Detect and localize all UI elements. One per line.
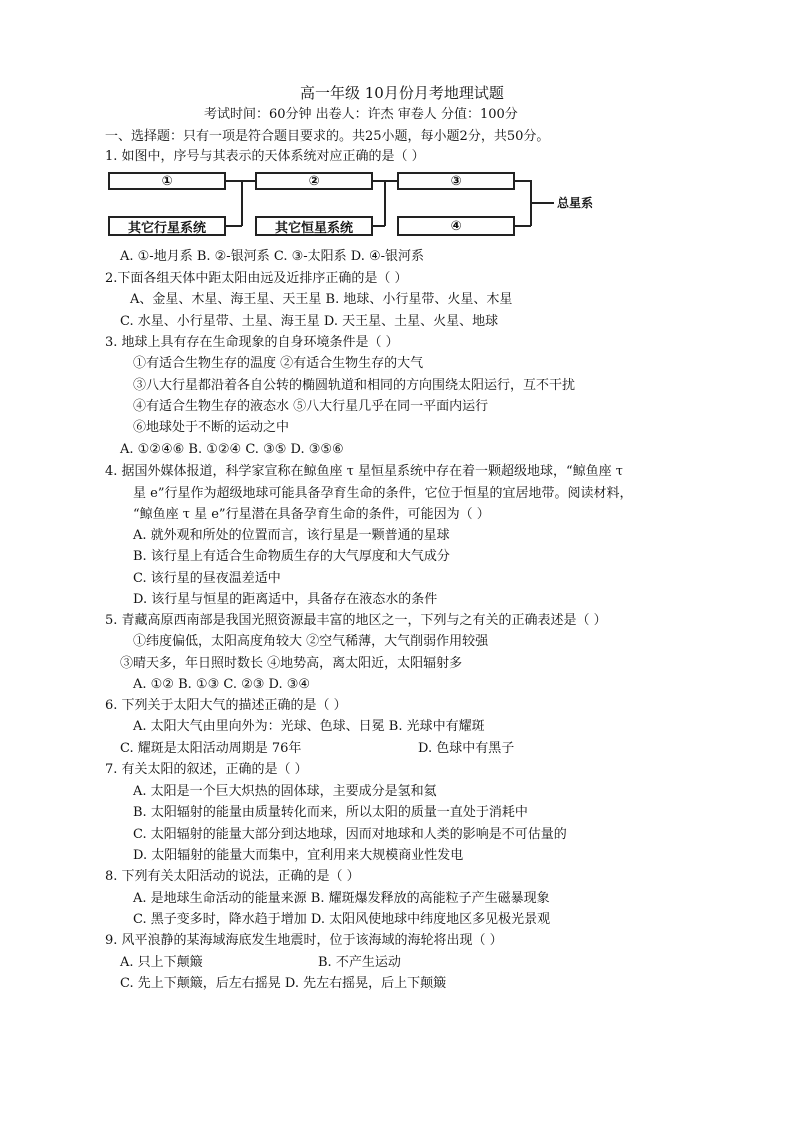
connector-line (515, 180, 531, 182)
q3-item: ④有适合生物生存的液态水 ⑤八大行星几乎在同一平面内运行 (133, 399, 489, 414)
connector-line (384, 180, 386, 226)
q5-stem: 5. 青藏高原西南部是我国光照资源最丰富的地区之一，下列与之有关的正确表述是（ ） (105, 613, 607, 628)
q3-options: A. ①②④⑥ B. ①②④ C. ③⑤ D. ③⑤⑥ (120, 442, 344, 457)
diagram-label-total: 总星系 (557, 196, 594, 210)
q2-options-cd: C. 水星、小行星带、土星、海王星 D. 天王星、土星、火星、地球 (120, 314, 499, 329)
q1-stem: 1. 如图中，序号与其表示的天体系统对应正确的是（ ） (105, 149, 425, 164)
exam-title: 高一年级 10月份月考地理试题 (300, 84, 504, 102)
q3-stem: 3. 地球上具有存在生命现象的自身环境条件是（ ） (105, 335, 399, 350)
diagram-box-other-star: 其它恒星系统 (255, 216, 373, 236)
q9-option-b: B. 不产生运动 (318, 955, 401, 970)
q9-option-a: A. 只上下颠簸 (120, 955, 203, 970)
diagram-box-3: ③ (397, 172, 515, 190)
diagram-box-2: ② (255, 172, 373, 190)
q2-options-ab: A、金星、木星、海王星、天王星 B. 地球、小行星带、火星、木星 (130, 292, 513, 307)
connector-line (530, 202, 554, 204)
q4-stem-line3: “鲸鱼座 τ 星 e”行星潜在具备孕育生命的条件，可能因为（ ） (133, 507, 490, 522)
q7-option-a: A. 太阳是一个巨大炽热的固体球，主要成分是氢和氦 (133, 784, 437, 799)
q5-item: ①纬度偏低，太阳高度角较大 ②空气稀薄，大气削弱作用较强 (133, 634, 489, 649)
q1-options: A. ①-地月系 B. ②-银河系 C. ③-太阳系 D. ④-银河系 (120, 249, 425, 264)
q3-item: ⑥地球处于不断的运动之中 (133, 420, 290, 435)
q6-option-d: D. 色球中有黑子 (418, 741, 515, 756)
diagram-box-4: ④ (397, 216, 515, 236)
q2-stem: 2.下面各组天体中距太阳由远及近排序正确的是（ ） (105, 271, 408, 286)
q8-options-ab: A. 是地球生命活动的能量来源 B. 耀斑爆发释放的高能粒子产生磁暴现象 (133, 891, 550, 906)
q7-option-b: B. 太阳辐射的能量由质量转化而来，所以太阳的质量一直处于消耗中 (133, 805, 528, 820)
q3-item: ①有适合生物生存的温度 ②有适合生物生存的大气 (133, 356, 424, 371)
celestial-system-diagram (105, 170, 605, 240)
q4-option-d: D. 该行星与恒星的距离适中，具备存在液态水的条件 (133, 592, 438, 607)
q4-stem-line1: 4. 据国外媒体报道，科学家宣称在鲸鱼座 τ 星恒星系统中存在着一颗超级地球，“鲸鱼座 τ (105, 464, 623, 479)
q7-option-d: D. 太阳辐射的能量大而集中，宜利用来大规模商业性发电 (133, 848, 464, 863)
diagram-box-other-planet: 其它行星系统 (108, 216, 226, 236)
q8-options-cd: C. 黑子变多时，降水趋于增加 D. 太阳风使地球中纬度地区多见极光景观 (133, 912, 551, 927)
q4-stem-line2: 星 e”行星作为超级地球可能具备孕育生命的条件，它位于恒星的宜居地带。阅读材料， (133, 486, 633, 501)
q6-stem: 6. 下列关于太阳大气的描述正确的是（ ） (105, 698, 347, 713)
q7-stem: 7. 有关太阳的叙述，正确的是（ ） (105, 762, 308, 777)
connector-line (226, 225, 242, 227)
q9-options-cd: C. 先上下颠簸，后左右摇晃 D. 先左右摇晃，后上下颠簸 (120, 976, 447, 991)
q7-option-c: C. 太阳辐射的能量大部分到达地球，因而对地球和人类的影响是不可估量的 (133, 827, 567, 842)
q5-item: ③晴天多，年日照时数长 ④地势高，离太阳近，太阳辐射多 (120, 656, 463, 671)
q8-stem: 8. 下列有关太阳活动的说法，正确的是（ ） (105, 869, 360, 884)
q6-options-ab: A. 太阳大气由里向外为：光球、色球、日冕 B. 光球中有耀斑 (133, 719, 485, 734)
connector-line (241, 180, 243, 226)
diagram-box-1: ① (108, 172, 226, 190)
connector-line (515, 225, 531, 227)
q4-option-a: A. 就外观和所处的位置而言，该行星是一颗普通的星球 (133, 528, 450, 543)
q5-options: A. ①② B. ①③ C. ②③ D. ③④ (133, 677, 311, 692)
q4-option-b: B. 该行星上有适合生命物质生存的大气厚度和大气成分 (133, 549, 450, 564)
q9-stem: 9. 风平浪静的某海域海底发生地震时，位于该海域的海轮将出现（ ） (105, 933, 503, 948)
exam-meta: 考试时间：60分钟 出卷人：许杰 审卷人 分值：100分 (204, 107, 518, 122)
section-heading: 一、选择题：只有一项是符合题目要求的。共25小题，每小题2分，共50分。 (105, 129, 550, 144)
q4-option-c: C. 该行星的昼夜温差适中 (133, 571, 281, 586)
q3-item: ③八大行星都沿着各自公转的椭圆轨道和相同的方向围绕太阳运行，互不干扰 (133, 378, 576, 393)
q6-option-c: C. 耀斑是太阳活动周期是 76年 (120, 741, 302, 756)
